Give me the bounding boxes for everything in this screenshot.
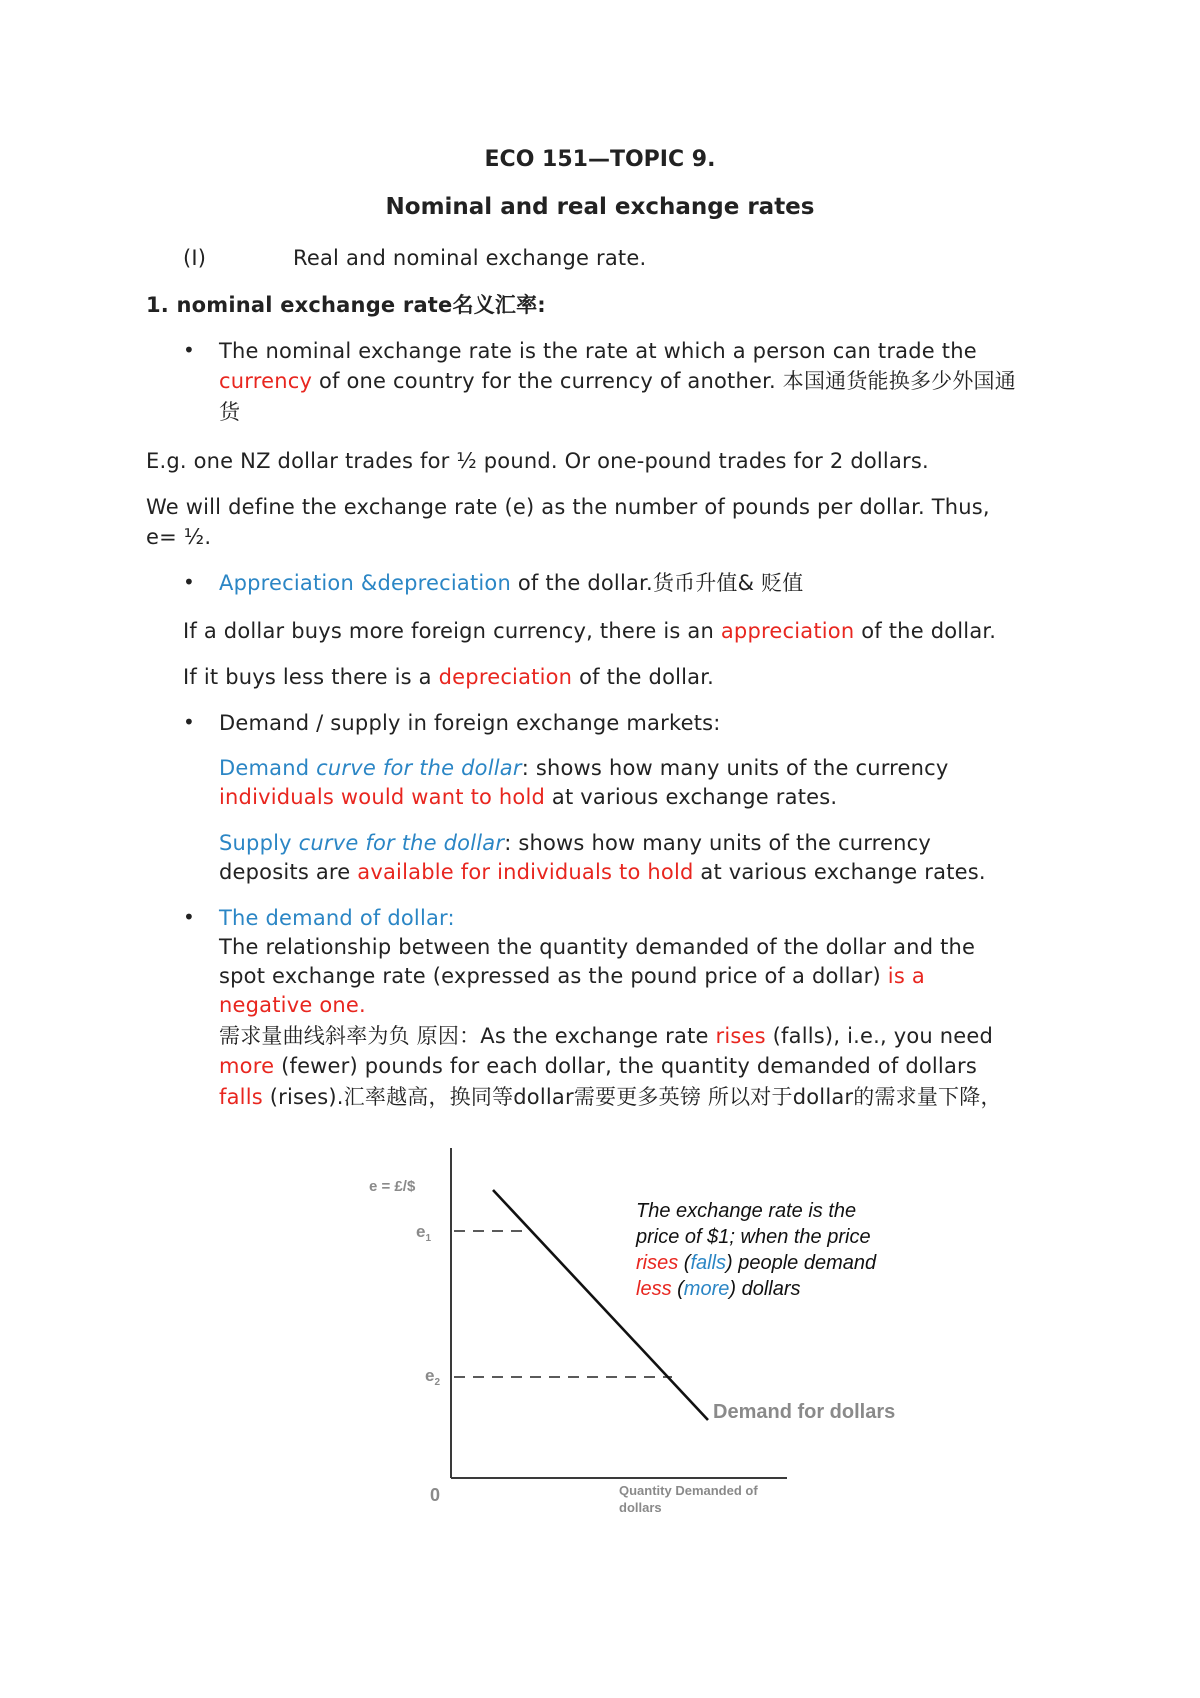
annotation-line-2: price of $1; when the price bbox=[636, 1226, 871, 1248]
term-more: more bbox=[219, 1054, 275, 1078]
bullet-4-line-7-post: (rises).汇率越高，换同等dollar需要更多英镑 所以对于dollar的需求量下降， bbox=[262, 1085, 1002, 1109]
term-supply: Supply bbox=[219, 831, 299, 855]
term-rises: rises bbox=[715, 1024, 766, 1048]
depreciation-pre: If it buys less there is a bbox=[183, 665, 439, 689]
y-axis-label: e = £/$ bbox=[369, 1178, 416, 1195]
e1-letter: e bbox=[416, 1222, 426, 1241]
bullet-4-line-2: The relationship between the quantity demanded of the dollar and the bbox=[219, 935, 976, 959]
subsection-heading-text: 1. nominal exchange rate bbox=[146, 293, 453, 317]
annotation-line-4-rest: ) dollars bbox=[729, 1278, 801, 1300]
annotation-paren-open-2: ( bbox=[671, 1278, 684, 1300]
term-is-a: is a bbox=[887, 964, 925, 988]
bullet-1-line-1: The nominal exchange rate is the rate at which a person can trade the bbox=[219, 339, 977, 363]
bullet-1-line-2-rest: of one country for the currency of another. 本国通货能换多少外国通 bbox=[312, 369, 1016, 393]
bullet-2-rest: of the dollar.货币升值& 贬值 bbox=[511, 571, 804, 595]
annotation-falls: falls bbox=[690, 1252, 727, 1274]
term-demand-curve: curve for the dollar bbox=[316, 756, 522, 780]
term-demand: Demand bbox=[219, 756, 317, 780]
subsection-heading-cn: 名义汇率: bbox=[452, 293, 546, 317]
term-currency: currency bbox=[219, 369, 313, 393]
term-supply-curve: curve for the dollar bbox=[298, 831, 505, 855]
annotation-line-1: The exchange rate is the bbox=[636, 1200, 857, 1222]
e1-label bbox=[416, 1222, 431, 1244]
example-paragraph: E.g. one NZ dollar trades for ½ pound. Or one-pound trades for 2 dollars. bbox=[146, 449, 929, 473]
bullet-4-line-5-post: (falls), i.e., you need bbox=[765, 1024, 994, 1048]
section-heading: Real and nominal exchange rate. bbox=[293, 246, 647, 270]
bullet-3: Demand / supply in foreign exchange markets: bbox=[219, 711, 721, 735]
bullet-1-line-3: 货 bbox=[219, 400, 241, 424]
bullet-4-line-3-pre: spot exchange rate (expressed as the pound price of a dollar) bbox=[219, 964, 888, 988]
bullet-4-line-5-pre: 需求量曲线斜率为负 原因：As the exchange rate bbox=[219, 1024, 716, 1048]
bullet-symbol: • bbox=[183, 710, 195, 734]
course-heading: ECO 151—TOPIC 9. bbox=[484, 147, 716, 172]
term-available-to-hold: available for individuals to hold bbox=[357, 860, 694, 884]
demand-curve-line bbox=[493, 1190, 708, 1420]
annotation-line-4 bbox=[636, 1278, 801, 1300]
section-number: (I) bbox=[183, 246, 207, 270]
e2-letter: e bbox=[425, 1366, 435, 1385]
term-want-to-hold: individuals would want to hold bbox=[219, 785, 546, 809]
annotation-less: less bbox=[636, 1278, 672, 1300]
term-appreciation: appreciation bbox=[720, 619, 855, 643]
term-falls: falls bbox=[219, 1085, 263, 1109]
curve-label: Demand for dollars bbox=[713, 1401, 896, 1423]
page-title: Nominal and real exchange rates bbox=[385, 194, 815, 220]
bullet-4-line-6-post: (fewer) pounds for each dollar, the quantity demanded of dollars bbox=[274, 1054, 978, 1078]
term-negative-one: negative one. bbox=[219, 993, 366, 1017]
origin-label: 0 bbox=[430, 1485, 441, 1505]
definition-line-1: We will define the exchange rate (e) as the number of pounds per dollar. Thus, bbox=[146, 495, 990, 519]
annotation-line-3 bbox=[636, 1252, 877, 1274]
x-axis-label-line-1: Quantity Demanded of bbox=[619, 1483, 758, 1498]
e2-subscript: 2 bbox=[434, 1377, 441, 1388]
demand-definition-rest: : shows how many units of the currency bbox=[521, 756, 949, 780]
e2-label bbox=[425, 1366, 440, 1388]
supply-definition-rest: : shows how many units of the currency bbox=[504, 831, 932, 855]
term-depreciation: depreciation bbox=[438, 665, 573, 689]
term-appreciation-depreciation: Appreciation &depreciation bbox=[219, 571, 511, 595]
bullet-symbol: • bbox=[183, 338, 195, 362]
annotation-more: more bbox=[683, 1278, 730, 1300]
supply-definition-line-2-pre: deposits are bbox=[219, 860, 358, 884]
x-axis-label-line-2: dollars bbox=[619, 1500, 662, 1515]
bullet-symbol: • bbox=[183, 905, 195, 929]
depreciation-post: of the dollar. bbox=[572, 665, 715, 689]
bullet-symbol: • bbox=[183, 570, 195, 594]
bullet-4-heading: The demand of dollar: bbox=[219, 906, 455, 930]
annotation-paren-open: ( bbox=[678, 1252, 691, 1274]
demand-definition-line-2-rest: at various exchange rates. bbox=[545, 785, 838, 809]
appreciation-post: of the dollar. bbox=[854, 619, 997, 643]
supply-definition-line-2-rest: at various exchange rates. bbox=[693, 860, 986, 884]
definition-line-2: e= ½. bbox=[146, 525, 212, 549]
e1-subscript: 1 bbox=[425, 1233, 432, 1244]
annotation-rises: rises bbox=[636, 1252, 679, 1274]
annotation-line-3-rest: ) people demand bbox=[726, 1252, 877, 1274]
appreciation-pre: If a dollar buys more foreign currency, there is an bbox=[183, 619, 721, 643]
